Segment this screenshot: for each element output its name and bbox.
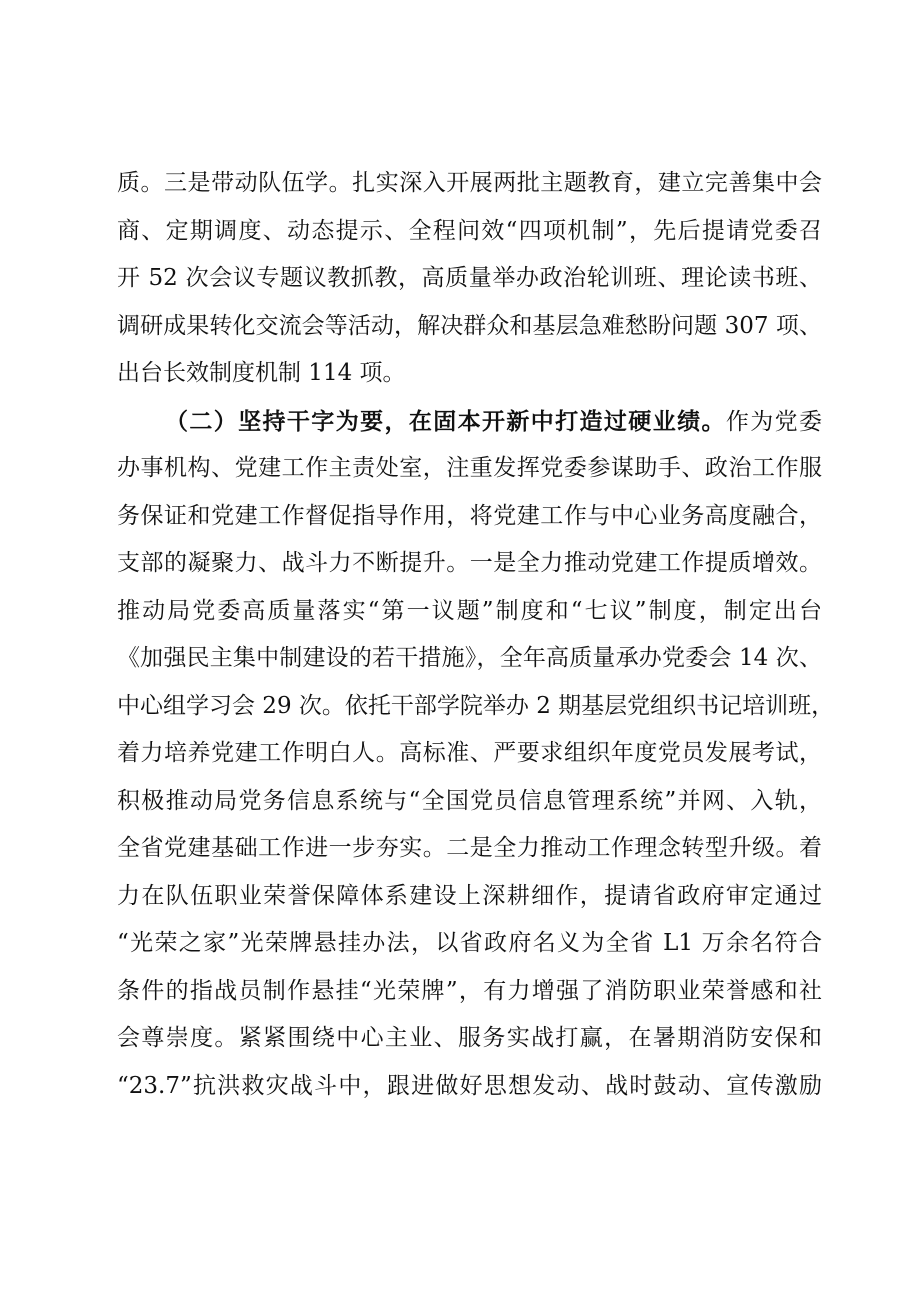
text-line: 开 52 次会议专题议教抓教，高质量举办政治轮训班、理论读书班、 (117, 265, 822, 291)
text-line: “23.7”抗洪救灾战斗中，跟进做好思想发动、战时鼓动、宣传激励 (117, 1072, 822, 1099)
text-line: 中心组学习会 29 次。依托干部学院举办 2 期基层党组织书记培训班， (117, 692, 835, 719)
text-line: 务保证和党建工作督促指导作用，将党建工作与中心业务高度融合， (117, 502, 822, 529)
text-line: 推动局党委高质量落实“第一议题”制度和“七议”制度，制定出台 (117, 597, 822, 624)
text-line: 办事机构、党建工作主责处室，注重发挥党委参谋助手、政治工作服 (117, 455, 822, 481)
body-text (117, 160, 835, 1110)
text-line: 支部的凝聚力、战斗力不断提升。一是全力推动党建工作提质增效。 (117, 550, 822, 576)
text-line: 出台长效制度机制 114 项。 (117, 360, 406, 386)
text-line: 《加强民主集中制建设的若干措施》，全年高质量承办党委会 14 次、 (117, 645, 822, 671)
text-line: 商、定期调度、动态提示、全程问效“四项机制”，先后提请党委召 (117, 217, 822, 244)
text-line: “光荣之家”光荣牌悬挂办法，以省政府名义为全省 L1 万余名符合 (117, 930, 822, 956)
text-line: 条件的指战员制作悬挂“光荣牌”，有力增强了消防职业荣誉感和社 (117, 977, 822, 1004)
section-heading-line (117, 398, 822, 446)
text-line: 调研成果转化交流会等活动，解决群众和基层急难愁盼问题 307 项、 (117, 312, 822, 339)
section-heading: （二）坚持干字为要，在固本开新中打造过硬业绩。 (165, 407, 726, 435)
text-line: 会尊崇度。紧紧围绕中心主业、服务实战打赢，在暑期消防安保和 (117, 1025, 822, 1051)
text-line: 着力培养党建工作明白人。高标准、严要求组织年度党员发展考试， (117, 740, 822, 766)
heading-line-rest: 作为党委 (725, 408, 823, 435)
text-line: 质。三是带动队伍学。扎实深入开展两批主题教育，建立完善集中会 (117, 170, 822, 196)
text-line: 力在队伍职业荣誉保障体系建设上深耕细作，提请省政府审定通过 (117, 882, 822, 909)
text-line: 积极推动局党务信息系统与“全国党员信息管理系统”并网、入轨， (117, 787, 822, 814)
text-line: 全省党建基础工作进一步夯实。二是全力推动工作理念转型升级。着 (117, 835, 822, 861)
